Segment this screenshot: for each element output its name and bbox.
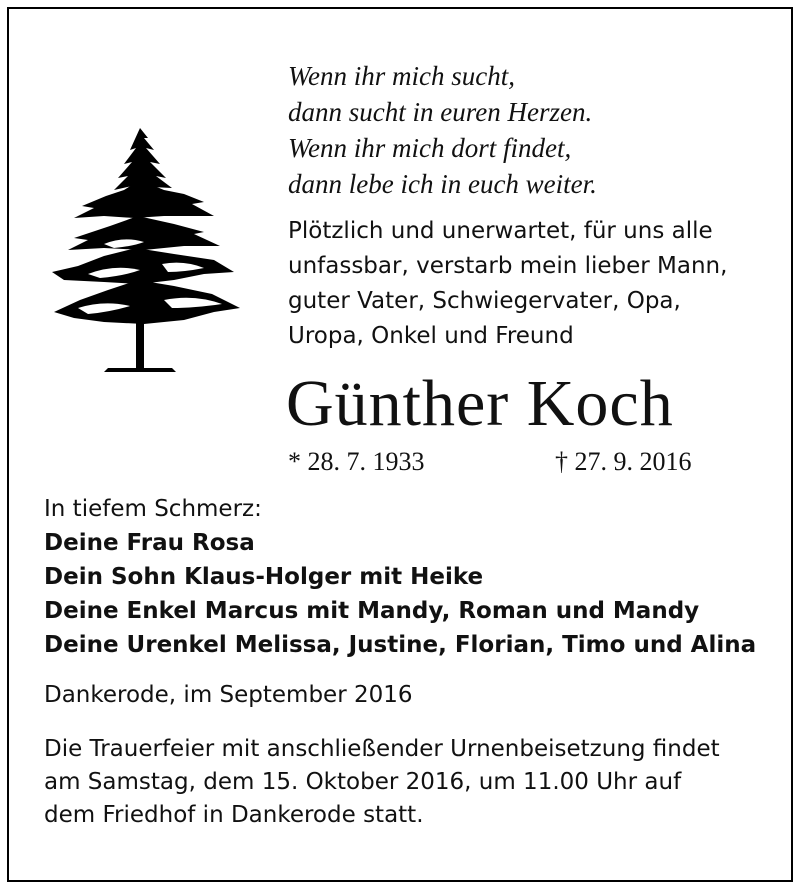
service-line: dem Friedhof in Dankerode statt. <box>44 802 424 828</box>
mourners-list <box>44 492 784 662</box>
place-and-date: Dankerode, im September 2016 <box>44 682 413 708</box>
fir-tree-icon <box>44 124 244 374</box>
poem-line: dann lebe ich in euch weiter. <box>288 169 597 199</box>
birth-date: * 28. 7. 1933 <box>288 447 425 476</box>
announcement-line: Uropa, Onkel und Freund <box>288 323 574 349</box>
poem-line: Wenn ihr mich dort findet, <box>288 133 572 163</box>
mourners-lead: In tiefem Schmerz: <box>44 496 262 522</box>
mourner-entry: Deine Frau Rosa <box>44 530 255 556</box>
mourner-entry: Dein Sohn Klaus-Holger mit Heike <box>44 564 484 590</box>
announcement-text <box>288 214 778 354</box>
mourner-entry: Deine Enkel Marcus mit Mandy, Roman und Mandy <box>44 598 700 624</box>
announcement-line: guter Vater, Schwiegervater, Opa, <box>288 288 681 314</box>
death-date: † 27. 9. 2016 <box>555 447 692 476</box>
service-line: am Samstag, dem 15. Oktober 2016, um 11.00 Uhr auf <box>44 769 682 795</box>
memorial-poem <box>288 58 768 202</box>
poem-line: dann sucht in euren Herzen. <box>288 97 593 127</box>
announcement-line: Plötzlich und unerwartet, für uns alle <box>288 218 713 244</box>
service-line: Die Trauerfeier mit anschließender Urnenbeisetzung findet <box>44 736 720 762</box>
mourner-entry: Deine Urenkel Melissa, Justine, Florian, Timo und Alina <box>44 632 757 658</box>
deceased-name: Günther Koch <box>286 367 674 440</box>
poem-line: Wenn ihr mich sucht, <box>288 61 515 91</box>
funeral-service-info <box>44 733 784 832</box>
announcement-line: unfassbar, verstarb mein lieber Mann, <box>288 253 728 279</box>
